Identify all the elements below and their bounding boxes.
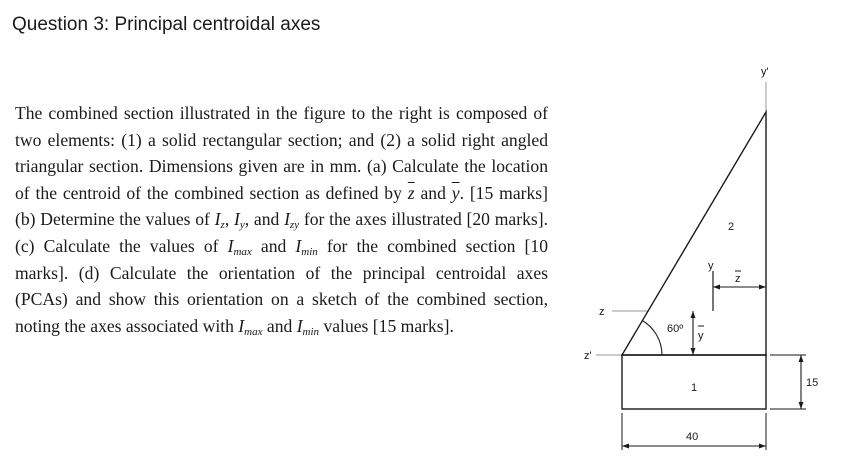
problem-text-5: and <box>251 235 296 256</box>
y-prime-label: y' <box>761 66 769 78</box>
ybar-dimension-label: y <box>698 330 704 342</box>
imax-subscript-2: max <box>244 325 263 338</box>
element-2-label: 2 <box>728 221 735 233</box>
iy-subscript: y <box>239 219 245 232</box>
izy-symbol: I <box>284 209 290 230</box>
problem-text-6: for the combined section [10 marks]. (d) Calculate the orientation of the principal centroidal axes (PCAs) and show this orientation on a sketch of the combined section, noting the axes associated with <box>15 235 548 336</box>
imin-symbol: I <box>295 235 302 256</box>
problem-text-4: for the axes illustrated [20 marks]. (c) Calculate the values of <box>15 209 548 256</box>
zbar-dimension-label: z <box>735 273 741 285</box>
height-dimension-label: 15 <box>806 377 819 389</box>
problem-text-7: and <box>262 315 297 336</box>
width-dimension-label: 40 <box>686 431 699 443</box>
imax-subscript: max <box>233 245 252 258</box>
iy-symbol: I <box>233 209 240 230</box>
angle-arc <box>642 320 662 355</box>
problem-text-3: . [15 marks] (b) Determine the values of <box>15 182 548 230</box>
question-heading: Question 3: Principal centroidal axes <box>12 14 321 35</box>
imax-symbol: I <box>227 235 234 256</box>
centroidal-y-label: y <box>708 260 714 272</box>
iz-symbol: I <box>214 209 221 230</box>
triangle-element <box>622 112 766 355</box>
z-prime-label: z' <box>584 350 592 362</box>
comma-1: , <box>224 209 234 230</box>
ybar-symbol: $\overline{y}$ <box>451 182 460 203</box>
zbar-symbol: $\overline{z}$ <box>407 182 415 203</box>
problem-text-2: and <box>414 182 452 203</box>
angle-label: 60º <box>667 323 684 335</box>
iz-subscript: z <box>220 219 225 232</box>
imax-symbol-2: I <box>238 315 245 336</box>
element-1-label: 1 <box>691 382 698 394</box>
centroidal-z-label: z <box>599 306 605 318</box>
imin-subscript: min <box>301 245 318 258</box>
comma-2: , and <box>244 209 285 230</box>
imin-symbol-2: I <box>296 315 303 336</box>
izy-subscript: zy <box>289 219 300 232</box>
problem-text-1: The combined section illustrated in the figure to the right is composed of two elements: (1) a solid rectangular section; and (2) a solid right angled triangular section. Dimensions given are in mm. (a) Calculate the location of the centroid of the combined section as defined by <box>15 103 548 203</box>
problem-text-8: values [15 marks]. <box>319 315 454 336</box>
imin-subscript-2: min <box>302 325 320 338</box>
